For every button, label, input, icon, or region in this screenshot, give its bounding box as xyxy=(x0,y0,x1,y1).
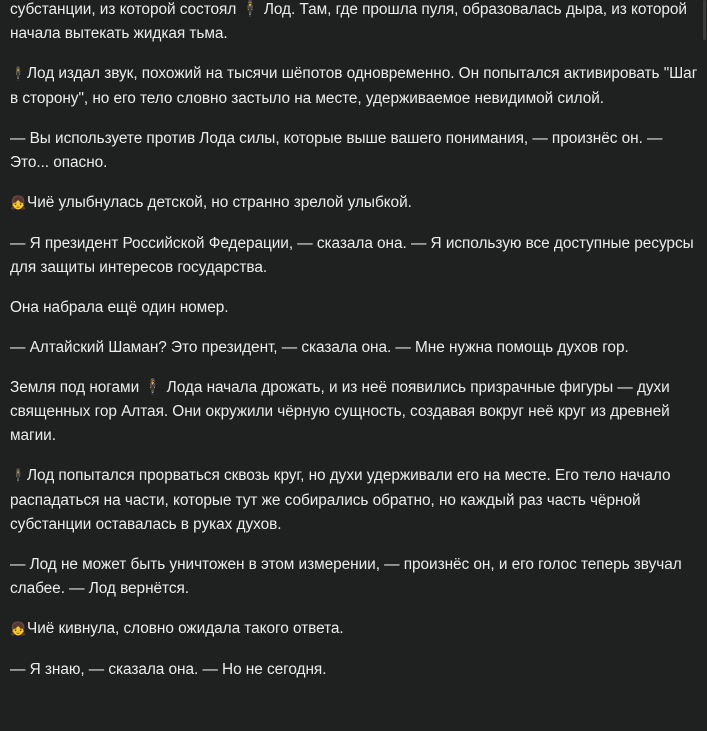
scrollbar[interactable] xyxy=(702,0,707,731)
story-paragraph xyxy=(10,191,700,216)
paragraph-text: — Я президент Российской Федерации, — сказала она. — Я использую все доступные ресурсы для защиты интересов государства. xyxy=(10,235,694,276)
paragraph-text: субстанции, из которой состоял 🕴 Лод. Там, где прошла пуля, образовалась дыра, из которой начала вытекать жидкая тьма. xyxy=(10,1,687,42)
story-paragraph xyxy=(10,376,700,448)
story-paragraph xyxy=(10,232,700,280)
paragraph-text: — Я знаю, — сказала она. — Но не сегодня. xyxy=(10,661,327,678)
paragraph-text: Она набрала ещё один номер. xyxy=(10,299,229,316)
story-paragraph xyxy=(10,658,700,682)
paragraph-text: Земля под ногами 🕴 Лода начала дрожать, и из неё появились призрачные фигуры — духи священных гор Алтая. Они окружили чёрную сущность, создавая вокруг неё круг из древней магии. xyxy=(10,379,670,444)
girl-icon: 👧 xyxy=(10,622,27,637)
story-paragraph xyxy=(10,62,700,111)
paragraph-text: — Вы используете против Лода силы, которые выше вашего понимания, — произнёс он. — Это... опасно. xyxy=(10,130,663,171)
paragraph-text: Лод издал звук, похожий на тысячи шёпотов одновременно. Он попытался активировать "Шаг в сторону", но его тело словно застыло на месте, удерживаемое невидимой силой. xyxy=(10,65,698,107)
story-paragraph xyxy=(10,336,700,360)
story-paragraph xyxy=(10,0,700,46)
story-paragraph xyxy=(10,464,700,537)
story-paragraph xyxy=(10,617,700,642)
girl-icon: 👧 xyxy=(10,196,27,211)
paragraph-text: Чиё кивнула, словно ожидала такого ответа. xyxy=(27,620,344,637)
scrollbar-thumb[interactable] xyxy=(703,0,706,40)
man-in-suit-levitating-icon: 🕴 xyxy=(10,67,27,82)
paragraph-text: Лод попытался прорваться сквозь круг, но духи удерживали его на месте. Его тело начало распадаться на части, которые тут же собирались обратно, но каждый раз часть чёрной субстанции оставалась в руках духов. xyxy=(10,467,671,533)
paragraph-text: — Алтайский Шаман? Это президент, — сказала она. — Мне нужна помощь духов гор. xyxy=(10,339,629,356)
paragraph-text: Чиё улыбнулась детской, но странно зрелой улыбкой. xyxy=(27,194,412,211)
paragraph-text: — Лод не может быть уничтожен в этом измерении, — произнёс он, и его голос теперь звучал слабее. — Лод вернётся. xyxy=(10,556,682,597)
story-paragraph xyxy=(10,553,700,601)
man-in-suit-levitating-icon: 🕴 xyxy=(10,469,27,484)
story-paragraph xyxy=(10,127,700,175)
story-paragraph xyxy=(10,296,700,320)
